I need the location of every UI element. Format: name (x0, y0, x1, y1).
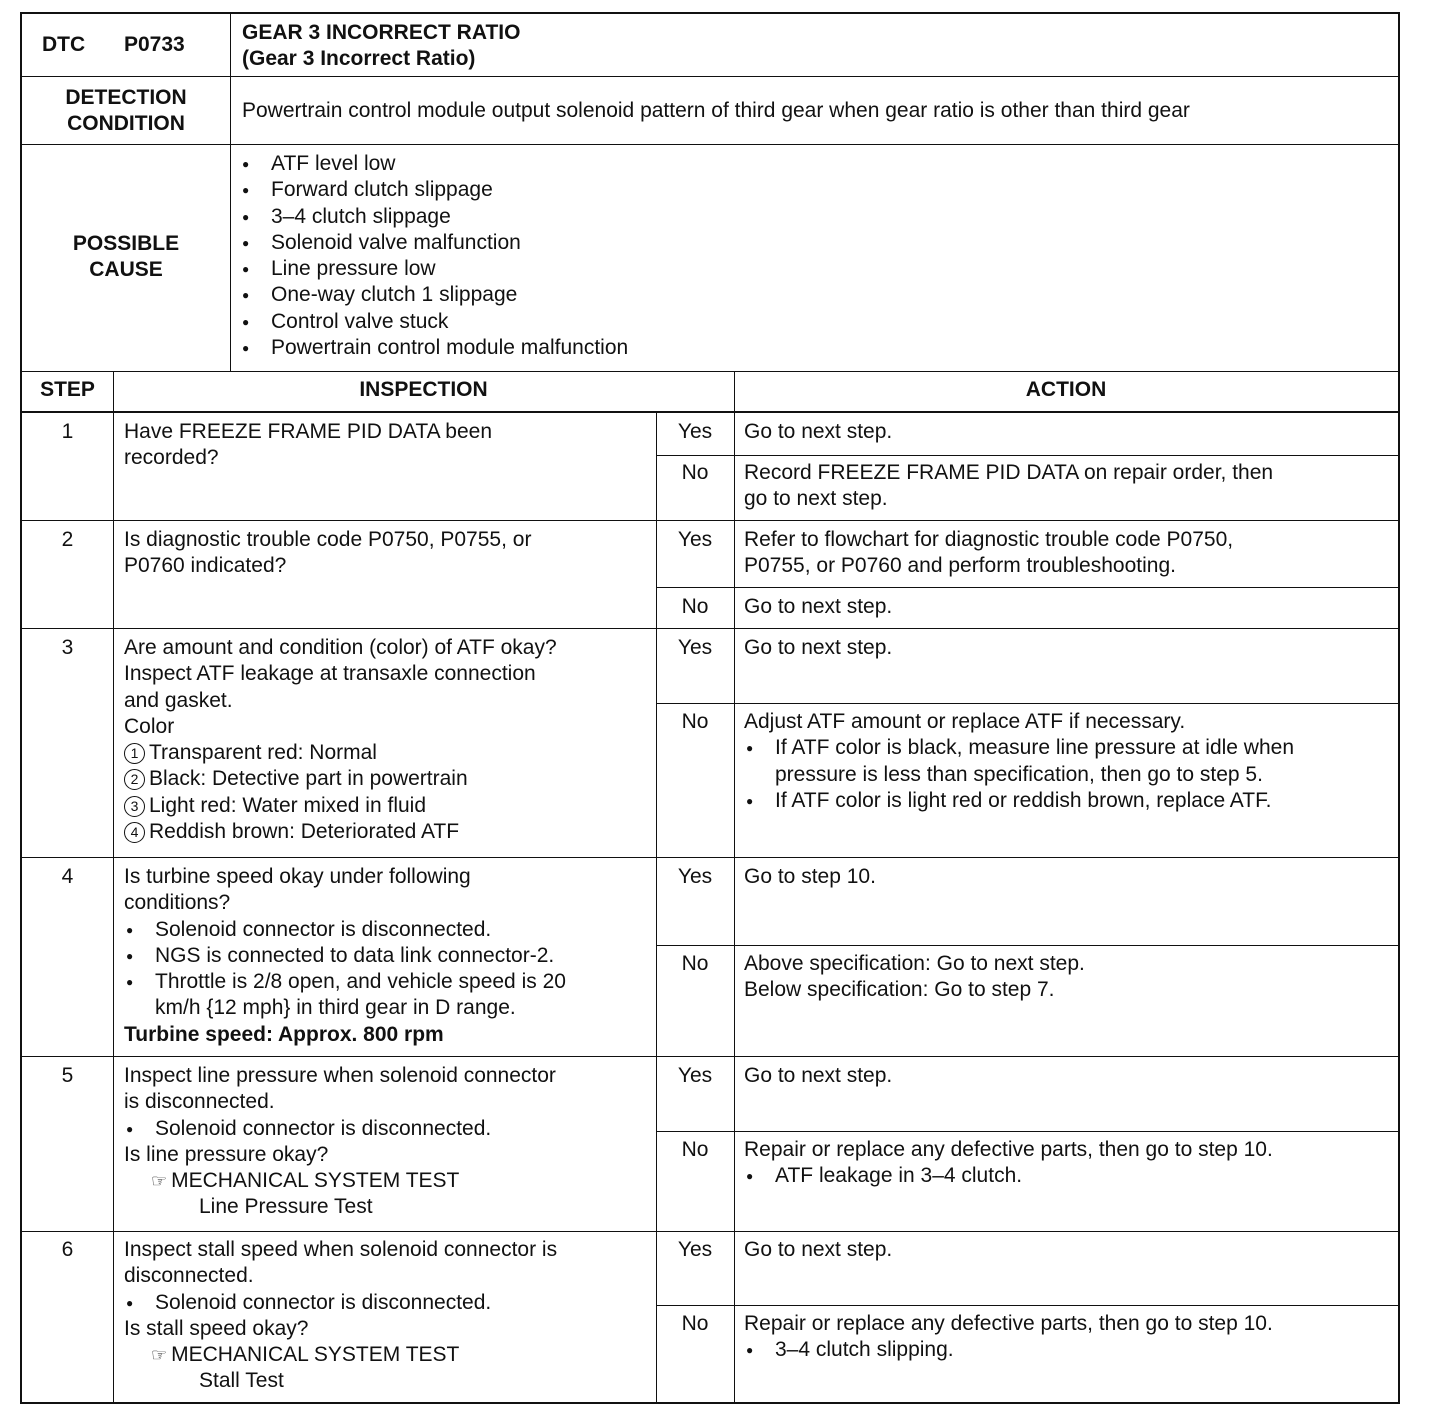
inspection-line: is disconnected. (124, 1090, 275, 1114)
step-number: 5 (61, 1064, 74, 1087)
action-line: Above specification: Go to next step. (744, 952, 1085, 975)
no-label: No (681, 710, 709, 733)
color-item (124, 793, 557, 819)
cause-item: ● ATF level low (240, 151, 628, 177)
dtc-label: DTC (42, 33, 86, 56)
yes-label: Yes (677, 528, 713, 551)
inspection-line: and gasket. (124, 688, 233, 712)
rule-yesno-1 (656, 455, 1398, 456)
reference-link[interactable] (124, 1168, 556, 1194)
rule-step3 (22, 857, 1398, 858)
step-number: 4 (61, 865, 74, 888)
condition-bullet (124, 917, 566, 943)
pointing-hand-icon: ☞ (151, 1171, 168, 1192)
action-line: P0755, or P0760 and perform troubleshooting. (744, 554, 1176, 578)
step-number: 1 (61, 420, 74, 443)
bullet-line: ● If ATF color is light red or reddish brown, replace ATF. (775, 788, 1272, 812)
inspection-line: Inspect line pressure when solenoid connector (124, 1064, 556, 1087)
action-bullet (744, 735, 1294, 788)
no-label: No (681, 1312, 709, 1335)
inspection-line: Is diagnostic trouble code P0750, P0755, or (124, 528, 532, 551)
reference-subtitle: Line Pressure Test (199, 1195, 373, 1219)
step-6-yes-action: Go to next step. (744, 1238, 893, 1261)
action-line: Repair or replace any defective parts, then go to step 10. (744, 1138, 1273, 1161)
rule-step5 (22, 1231, 1398, 1232)
col-header-inspection: INSPECTION (359, 378, 488, 401)
cause-item: ● Solenoid valve malfunction (240, 230, 628, 256)
step-6-no-action (744, 1311, 1273, 1364)
no-label: No (681, 952, 709, 975)
color-item (124, 766, 557, 792)
action-line: go to next step. (744, 487, 888, 511)
rule-label-col (230, 14, 231, 371)
detection-text: Powertrain control module output solenoid pattern of third gear when gear ratio is other than third gear (242, 99, 1190, 122)
reference-link[interactable] (124, 1342, 557, 1368)
yes-label: Yes (677, 865, 713, 888)
step-3-yes-action: Go to next step. (744, 636, 893, 659)
rule-yesno-5 (656, 1131, 1398, 1132)
inspection-line: Are amount and condition (color) of ATF okay? (124, 636, 557, 659)
step-1-no-action (744, 460, 1273, 513)
cause-item: ● Forward clutch slippage (240, 177, 628, 203)
yes-label: Yes (677, 1238, 713, 1261)
inspection-line: Inspect ATF leakage at transaxle connection (124, 662, 536, 686)
cause-item: ● Powertrain control module malfunction (240, 335, 628, 361)
inspection-question: Is line pressure okay? (124, 1142, 329, 1166)
step-number: 3 (61, 636, 74, 659)
dtc-title-line2: (Gear 3 Incorrect Ratio) (242, 47, 476, 71)
bullet-line: pressure is less than specification, then go to step 5. (775, 762, 1263, 786)
step-2-inspection (124, 527, 531, 580)
yes-label: Yes (677, 420, 713, 443)
circled-number: 3 (124, 796, 145, 817)
step-6-inspection (124, 1237, 557, 1395)
action-bullet (744, 788, 1294, 814)
step-number: 2 (61, 528, 74, 551)
col-header-step: STEP (40, 378, 95, 401)
step-number: 6 (61, 1238, 74, 1261)
action-line: Repair or replace any defective parts, then go to step 10. (744, 1312, 1273, 1335)
step-4-yes-action: Go to step 10. (744, 865, 876, 888)
inspection-line: Is turbine speed okay under following (124, 865, 471, 888)
reference-title: MECHANICAL SYSTEM TEST (171, 1343, 460, 1367)
rule-step2 (22, 628, 1398, 629)
color-item (124, 740, 557, 766)
step-4-no-action (744, 951, 1085, 1004)
inspection-line: Color (124, 714, 175, 738)
yes-label: Yes (677, 636, 713, 659)
rule-detection (22, 144, 1398, 145)
step-1-inspection (124, 419, 492, 472)
yes-label: Yes (677, 1064, 713, 1087)
rule-step4 (22, 1056, 1398, 1057)
action-bullet: ● 3–4 clutch slipping. (744, 1337, 1273, 1363)
possible-cause-list (240, 151, 628, 361)
circled-number: 1 (124, 743, 145, 764)
action-bullet: ● ATF leakage in 3–4 clutch. (744, 1163, 1273, 1189)
step-5-yes-action: Go to next step. (744, 1064, 893, 1087)
detection-label (22, 85, 230, 138)
bullet-line: ● If ATF color is black, measure line pressure at idle when (775, 736, 1295, 760)
bullet-line: ● Throttle is 2/8 open, and vehicle speed is 20 (155, 970, 566, 994)
cause-item: ● Line pressure low (240, 256, 628, 282)
no-label: No (681, 595, 709, 618)
step-2-yes-action (744, 527, 1233, 580)
rule-yesno-4 (656, 945, 1398, 946)
inspection-line: Inspect stall speed when solenoid connector is (124, 1238, 558, 1261)
rule-causes (22, 371, 1398, 372)
step-1-yes-action: Go to next step. (744, 420, 893, 443)
circled-number: 4 (124, 822, 145, 843)
condition-bullet: ● Solenoid connector is disconnected. (124, 1290, 557, 1316)
condition-bullet (124, 969, 566, 1022)
cause-item: ● 3–4 clutch slippage (240, 204, 628, 230)
condition-bullet: ● Solenoid connector is disconnected. (124, 1116, 556, 1142)
inspection-line: Have FREEZE FRAME PID DATA been (124, 420, 492, 443)
possible-cause-label-line1: POSSIBLE (72, 232, 180, 255)
inspection-line: recorded? (124, 446, 219, 470)
possible-cause-label (22, 231, 230, 284)
action-line: Adjust ATF amount or replace ATF if necessary. (744, 710, 1186, 733)
diagnostic-table (20, 12, 1400, 1404)
bullet-line: km/h {12 mph} in third gear in D range. (155, 996, 516, 1020)
rule-yesno-3 (656, 703, 1398, 704)
col-header-action: ACTION (1025, 378, 1107, 401)
inspection-line: P0760 indicated? (124, 554, 287, 578)
action-line: Below specification: Go to step 7. (744, 978, 1055, 1002)
reference-subtitle: Stall Test (199, 1369, 284, 1393)
inspection-line: disconnected. (124, 1264, 254, 1288)
rule-colhead (22, 411, 1398, 413)
dtc-code: P0733 (124, 33, 185, 56)
color-text: Reddish brown: Deteriorated ATF (149, 820, 460, 844)
inspection-line: conditions? (124, 891, 231, 915)
inspection-question: Is stall speed okay? (124, 1316, 309, 1340)
condition-bullet (124, 943, 566, 969)
pointing-hand-icon: ☞ (151, 1345, 168, 1366)
turbine-speed-spec: Turbine speed: Approx. 800 rpm (124, 1022, 444, 1046)
rule-yesno-2 (656, 587, 1398, 588)
rule-header (22, 76, 1398, 77)
color-item (124, 819, 557, 845)
step-3-no-action (744, 709, 1294, 814)
rule-yesno-right (734, 411, 735, 1402)
action-line: Refer to flowchart for diagnostic trouble code P0750, (744, 528, 1234, 551)
rule-step1 (22, 520, 1398, 521)
color-text: Black: Detective part in powertrain (149, 767, 468, 791)
cause-item: ● Control valve stuck (240, 309, 628, 335)
detection-label-line1: DETECTION (65, 86, 187, 109)
step-5-no-action (744, 1137, 1273, 1190)
rule-yesno-6 (656, 1305, 1398, 1306)
rule-step-col (113, 371, 114, 1402)
color-text: Transparent red: Normal (149, 741, 377, 765)
step-3-inspection (124, 635, 557, 845)
bullet-line: ● NGS is connected to data link connector-2. (155, 943, 555, 967)
reference-title: MECHANICAL SYSTEM TEST (171, 1169, 460, 1193)
bullet-line: ● Solenoid connector is disconnected. (155, 917, 492, 941)
dtc-title-line1: GEAR 3 INCORRECT RATIO (242, 21, 521, 44)
circled-number: 2 (124, 769, 145, 790)
detection-label-line2: CONDITION (67, 112, 185, 136)
no-label: No (681, 461, 709, 484)
step-2-no-action: Go to next step. (744, 595, 893, 618)
color-text: Light red: Water mixed in fluid (149, 793, 427, 817)
cause-item: ● One-way clutch 1 slippage (240, 282, 628, 308)
step-4-inspection (124, 864, 566, 1048)
step-5-inspection (124, 1063, 556, 1221)
possible-cause-label-line2: CAUSE (89, 258, 163, 282)
action-line: Record FREEZE FRAME PID DATA on repair order, then (744, 461, 1274, 484)
no-label: No (681, 1138, 709, 1161)
dtc-title (242, 20, 520, 73)
